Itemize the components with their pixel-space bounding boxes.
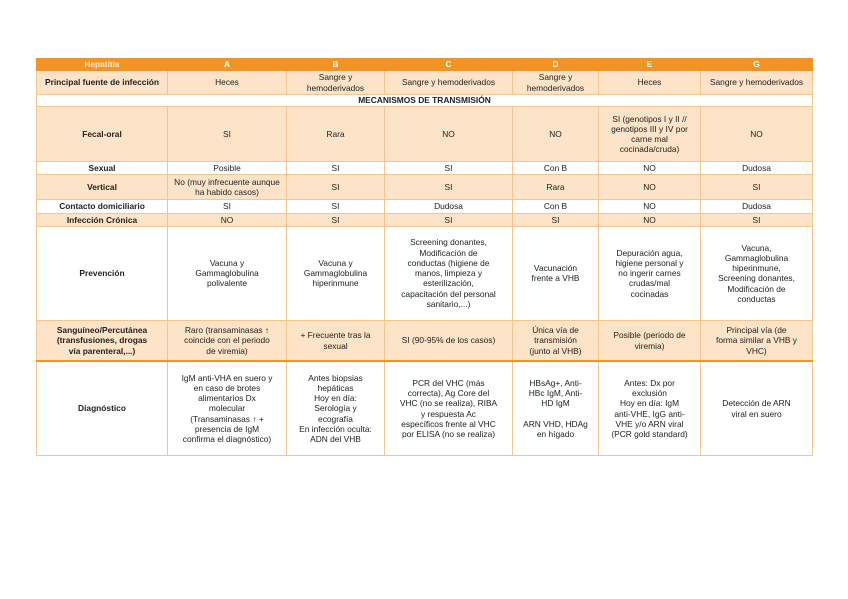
- table-cell: NO: [599, 200, 701, 213]
- table-cell: SI: [513, 213, 599, 226]
- table-cell: SI (genotipos I y II // genotipos III y IV por carne mal cocinada/cruda): [599, 107, 701, 162]
- section-row: [37, 95, 813, 107]
- row-label-vertical: Vertical: [37, 175, 168, 200]
- table-cell: Vacunación frente a VHB: [513, 226, 599, 320]
- table-cell: Heces: [168, 71, 287, 95]
- table-cell: SI: [287, 175, 385, 200]
- table-cell: NO: [599, 213, 701, 226]
- table-row: [37, 107, 813, 162]
- row-label-contacto: Contacto domiciliario: [37, 200, 168, 213]
- row-label-prevencion: Prevención: [37, 226, 168, 320]
- row-label-sanguineo: Sanguíneo/Percutánea (transfusiones, drogas vía parenteral,...): [37, 320, 168, 361]
- table-cell: Antes biopsias hepáticas Hoy en día: Serología y ecografía En infección oculta: ADN del VHB: [287, 361, 385, 455]
- header-cell-a: A: [168, 59, 287, 71]
- table-cell: SI: [287, 162, 385, 175]
- table-cell: SI: [287, 200, 385, 213]
- table-cell: Sangre y hemoderivados: [287, 71, 385, 95]
- header-cell-g: G: [701, 59, 813, 71]
- header-cell-e: E: [599, 59, 701, 71]
- table-cell: Sangre y hemoderivados: [701, 71, 813, 95]
- table-cell: SI: [168, 107, 287, 162]
- table-cell: Dudosa: [385, 200, 513, 213]
- header-cell-hepatitis: Hepatitis: [37, 59, 168, 71]
- table-cell: PCR del VHC (más correcta), Ag Core del VHC (no se realiza), RIBA y respuesta Ac específicos frente al VHC por ELISA (no se realiza): [385, 361, 513, 455]
- table-cell: NO: [701, 107, 813, 162]
- table-row: [37, 226, 813, 320]
- table-cell: + Frecuente tras la sexual: [287, 320, 385, 361]
- table-cell: IgM anti-VHA en suero y en caso de brotes alimentarios Dx molecular (Transaminasas ↑ + presencia de IgM confirma el diagnóstico): [168, 361, 287, 455]
- table-cell: Posible: [168, 162, 287, 175]
- table-cell: NO: [385, 107, 513, 162]
- table-cell: Raro (transaminasas ↑ coincide con el periodo de viremia): [168, 320, 287, 361]
- row-label-sexual: Sexual: [37, 162, 168, 175]
- table-cell: SI (90-95% de los casos): [385, 320, 513, 361]
- table-cell: Screening donantes, Modificación de conductas (higiene de manos, limpieza y esterilización, capacitación del personal sanitario,...): [385, 226, 513, 320]
- table-cell: Rara: [287, 107, 385, 162]
- table-row: [37, 71, 813, 95]
- table-cell: Rara: [513, 175, 599, 200]
- table-cell: Detección de ARN viral en suero: [701, 361, 813, 455]
- table-cell: SI: [168, 200, 287, 213]
- table-cell: Sangre y hemoderivados: [513, 71, 599, 95]
- table-cell: SI: [385, 213, 513, 226]
- table-cell: HBsAg+, Anti- HBc IgM, Anti- HD IgM ARN VHD, HDAg en hígado: [513, 361, 599, 455]
- table-cell: NO: [168, 213, 287, 226]
- hepatitis-table: [36, 58, 813, 456]
- table-cell: Con B: [513, 162, 599, 175]
- table-cell: SI: [287, 213, 385, 226]
- table-cell: SI: [701, 213, 813, 226]
- section-title: MECANISMOS DE TRANSMISIÓN: [37, 95, 813, 107]
- table-cell: Vacuna y Gammaglobulina hiperinmune: [287, 226, 385, 320]
- table-row: [37, 361, 813, 455]
- row-label-fecal-oral: Fecal-oral: [37, 107, 168, 162]
- header-cell-c: C: [385, 59, 513, 71]
- table-cell: Antes: Dx por exclusión Hoy en día: IgM anti-VHE, IgG anti- VHE y/o ARN viral (PCR gold standard): [599, 361, 701, 455]
- header-cell-b: B: [287, 59, 385, 71]
- table-cell: Dudosa: [701, 200, 813, 213]
- table-cell: Posible (periodo de viremia): [599, 320, 701, 361]
- row-label-fuente: Principal fuente de infección: [37, 71, 168, 95]
- table-cell: Vacuna, Gammaglobulina hiperinmune, Screening donantes, Modificación de conductas: [701, 226, 813, 320]
- table-row: [37, 175, 813, 200]
- header-cell-d: D: [513, 59, 599, 71]
- table-cell: Vacuna y Gammaglobulina polivalente: [168, 226, 287, 320]
- table-cell: No (muy infrecuente aunque ha habido casos): [168, 175, 287, 200]
- table-cell: NO: [599, 175, 701, 200]
- table-cell: Sangre y hemoderivados: [385, 71, 513, 95]
- table-row: [37, 162, 813, 175]
- table-row: [37, 213, 813, 226]
- table-cell: Dudosa: [701, 162, 813, 175]
- table-cell: SI: [385, 162, 513, 175]
- table-cell: Única vía de transmisión (junto al VHB): [513, 320, 599, 361]
- table-row: [37, 200, 813, 213]
- table-cell: Con B: [513, 200, 599, 213]
- table-cell: SI: [385, 175, 513, 200]
- table-row: [37, 320, 813, 361]
- table-cell: NO: [513, 107, 599, 162]
- table-cell: Heces: [599, 71, 701, 95]
- table-cell: NO: [599, 162, 701, 175]
- table-cell: Depuración agua, higiene personal y no ingerir carnes crudas/mal cocinadas: [599, 226, 701, 320]
- header-row: [37, 59, 813, 71]
- row-label-diagnostico: Diagnóstico: [37, 361, 168, 455]
- row-label-cronica: Infección Crónica: [37, 213, 168, 226]
- table-cell: Principal vía (de forma similar a VHB y VHC): [701, 320, 813, 361]
- table-cell: SI: [701, 175, 813, 200]
